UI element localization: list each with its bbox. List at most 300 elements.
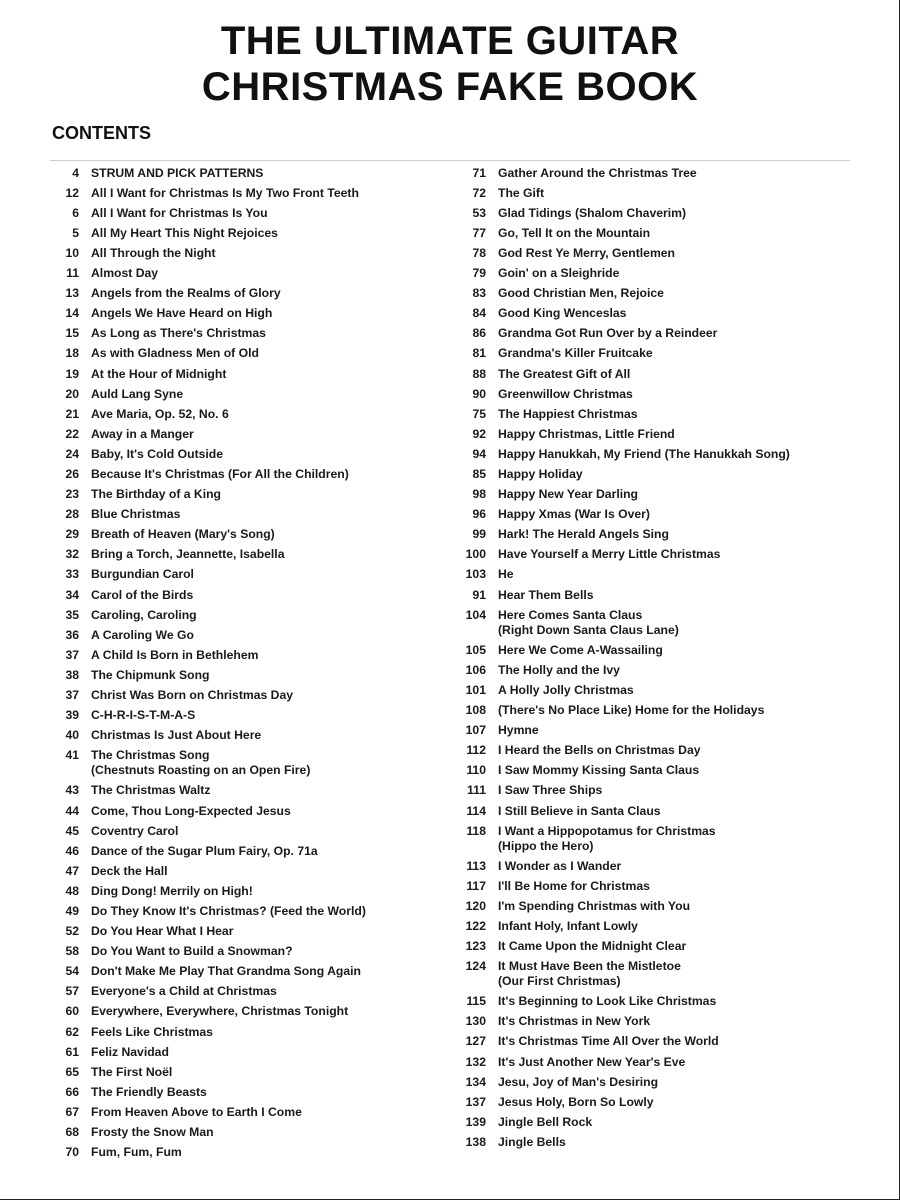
page-number: 57 — [65, 984, 79, 999]
song-title: Coventry Carol — [91, 823, 179, 838]
song-title: I Saw Three Ships — [498, 783, 603, 798]
contents-entry — [458, 992, 858, 1012]
song-title: I Saw Mommy Kissing Santa Claus — [498, 763, 700, 778]
page-number: 21 — [65, 406, 79, 421]
page-number: 114 — [466, 803, 486, 818]
song-title-block — [498, 467, 583, 482]
song-title: Grandma's Killer Fruitcake — [498, 346, 653, 361]
song-title: The Chipmunk Song — [91, 667, 210, 682]
page-number: 113 — [466, 858, 486, 873]
page-number: 60 — [65, 1004, 79, 1019]
song-title-block — [91, 864, 168, 879]
page-number: 118 — [466, 823, 486, 838]
song-title-block — [498, 723, 539, 738]
contents-entry — [458, 781, 858, 801]
song-title-block — [498, 663, 620, 678]
song-title-block — [498, 387, 633, 402]
contents-entry — [52, 223, 452, 243]
page-number: 94 — [472, 446, 486, 461]
song-title-block — [91, 924, 233, 939]
page-number: 84 — [472, 306, 486, 321]
song-title-block — [91, 166, 263, 181]
song-title: Hymne — [498, 723, 539, 738]
contents-entry — [458, 1112, 858, 1132]
page-number: 110 — [466, 763, 486, 778]
page-number: 66 — [65, 1084, 79, 1099]
song-title-block — [498, 246, 675, 261]
song-title: Goin' on a Sleighride — [498, 266, 620, 281]
contents-entry — [52, 781, 452, 801]
contents-entry — [52, 565, 452, 585]
song-title: Ave Maria, Op. 52, No. 6 — [91, 406, 229, 421]
song-title-block — [91, 387, 183, 402]
page-number: 83 — [472, 286, 486, 301]
contents-entry — [52, 284, 452, 304]
contents-entry — [458, 404, 858, 424]
song-title-block — [91, 507, 180, 522]
page-number: 98 — [472, 487, 486, 502]
song-title: Burgundian Carol — [91, 567, 194, 582]
song-title-block — [498, 1135, 566, 1150]
song-title: Frosty the Snow Man — [91, 1125, 214, 1139]
page-number: 120 — [465, 898, 486, 913]
contents-entry — [52, 962, 452, 982]
page-number: 123 — [465, 939, 486, 954]
song-title-block — [498, 427, 675, 442]
song-title: Here We Come A-Wassailing — [498, 642, 663, 657]
song-title-block — [498, 824, 716, 854]
song-title: I'm Spending Christmas with You — [498, 898, 691, 913]
page-number: 99 — [472, 527, 486, 542]
contents-column-right — [458, 163, 858, 1152]
song-title: Caroling, Caroling — [91, 607, 197, 622]
song-title-block — [498, 306, 626, 321]
song-title: It's Christmas in New York — [498, 1014, 651, 1029]
contents-entry — [52, 404, 452, 424]
contents-entry — [458, 243, 858, 263]
song-title-block — [498, 1115, 592, 1130]
page-number: 24 — [65, 446, 79, 461]
page-number: 134 — [465, 1074, 486, 1089]
contents-entry — [458, 700, 858, 720]
song-title: Carol of the Birds — [91, 587, 194, 602]
song-title: Bring a Torch, Jeannette, Isabella — [91, 547, 285, 562]
page-number: 53 — [472, 205, 486, 220]
contents-entry — [52, 525, 452, 545]
contents-entry — [52, 685, 452, 705]
song-title: Do You Hear What I Hear — [91, 924, 234, 939]
song-title: A Child Is Born in Bethlehem — [91, 647, 259, 662]
contents-entry — [458, 485, 858, 505]
contents-entry — [458, 1032, 858, 1052]
song-title-block — [498, 859, 621, 874]
contents-entry — [458, 680, 858, 700]
page-number: 86 — [472, 326, 486, 341]
contents-entry — [458, 384, 858, 404]
song-title-block — [498, 447, 790, 462]
song-title-block — [498, 1075, 658, 1090]
contents-entry — [458, 324, 858, 344]
song-title-block — [498, 588, 594, 603]
contents-entry — [458, 183, 858, 203]
page-number: 44 — [65, 803, 79, 818]
song-title: I Want a Hippopotamus for Christmas — [498, 823, 716, 838]
page-number: 18 — [65, 346, 79, 361]
song-title-block — [91, 708, 195, 723]
contents-entry — [458, 304, 858, 324]
song-title: The Birthday of a King — [91, 487, 222, 502]
page-number: 106 — [465, 662, 486, 677]
page-number: 65 — [65, 1064, 79, 1079]
contents-entry — [52, 364, 452, 384]
song-title: It Must Have Been the Mistletoe — [498, 959, 681, 974]
contents-entry — [52, 1042, 452, 1062]
song-title: Blue Christmas — [91, 507, 181, 522]
song-title: I Heard the Bells on Christmas Day — [498, 743, 701, 758]
song-title: I Still Believe in Santa Claus — [498, 803, 661, 818]
song-title: Because It's Christmas (For All the Children) — [91, 467, 349, 481]
song-title-block — [91, 1105, 302, 1120]
page-number: 61 — [65, 1044, 79, 1059]
song-title-block — [498, 683, 634, 698]
song-title-block — [91, 206, 268, 221]
song-title: A Holly Jolly Christmas — [498, 682, 634, 697]
contents-entry — [52, 1062, 452, 1082]
page-number: 85 — [472, 467, 486, 481]
page-number: 49 — [65, 903, 79, 918]
contents-entry — [458, 896, 858, 916]
page-number: 15 — [65, 326, 79, 341]
page-number: 32 — [65, 547, 79, 562]
contents-entry — [458, 801, 858, 821]
song-title: C-H-R-I-S-T-M-A-S — [91, 708, 196, 723]
song-title: As Long as There's Christmas — [91, 326, 266, 341]
song-title: Jesus Holy, Born So Lowly — [498, 1094, 654, 1109]
song-title-block — [91, 964, 361, 979]
song-title-block — [91, 407, 229, 422]
song-title-block — [91, 748, 310, 778]
page-number: 101 — [465, 682, 486, 697]
song-title-block — [91, 487, 221, 502]
contents-entry — [52, 263, 452, 283]
song-title: The Friendly Beasts — [91, 1084, 207, 1099]
page-number: 33 — [65, 567, 79, 582]
page-number: 37 — [65, 647, 79, 662]
song-title-block — [91, 804, 291, 819]
song-title-block — [91, 648, 258, 663]
contents-entry — [458, 263, 858, 283]
song-title: The Gift — [498, 185, 545, 200]
song-title: STRUM AND PICK PATTERNS — [91, 165, 264, 180]
contents-entry — [458, 444, 858, 464]
song-title-block — [498, 226, 650, 241]
song-title-block — [498, 939, 686, 954]
page-number: 92 — [472, 426, 486, 441]
page-number: 45 — [65, 823, 79, 838]
song-title-block — [498, 487, 638, 502]
song-subtitle: (Hippo the Hero) — [498, 838, 594, 853]
page-number: 117 — [466, 878, 486, 893]
song-title: All My Heart This Night Rejoices — [91, 225, 278, 240]
page-number: 90 — [472, 386, 486, 401]
page-number: 112 — [466, 743, 486, 758]
contents-entry — [458, 660, 858, 680]
song-title-block — [91, 427, 194, 442]
page-number: 96 — [472, 507, 486, 522]
contents-entry — [52, 424, 452, 444]
song-title: (There's No Place Like) Home for the Holidays — [498, 703, 765, 718]
song-title: Auld Lang Syne — [91, 386, 184, 401]
contents-entry — [458, 640, 858, 660]
song-title: Feliz Navidad — [91, 1044, 169, 1059]
song-title: The Holly and the Ivy — [498, 662, 620, 677]
song-title: Happy Christmas, Little Friend — [498, 426, 675, 441]
page-number: 115 — [466, 994, 486, 1009]
contents-entry — [458, 916, 858, 936]
book-title-line-1: THE ULTIMATE GUITAR — [220, 19, 680, 63]
song-title: Good King Wenceslas — [498, 306, 627, 321]
page-number: 72 — [472, 185, 486, 200]
page-number: 10 — [65, 245, 79, 260]
contents-entry — [52, 901, 452, 921]
contents-entry — [52, 982, 452, 1002]
contents-entry — [458, 1072, 858, 1092]
contents-entry — [52, 645, 452, 665]
page-number: 91 — [472, 587, 486, 602]
song-subtitle: (Right Down Santa Claus Lane) — [498, 622, 679, 637]
contents-entry — [458, 821, 858, 856]
song-title-block — [498, 166, 697, 181]
page-number: 54 — [65, 964, 79, 979]
song-title: All I Want for Christmas Is You — [91, 205, 268, 220]
contents-entry — [52, 801, 452, 821]
page-number: 100 — [465, 547, 486, 562]
page-number: 6 — [72, 205, 79, 220]
song-title-block — [498, 1095, 654, 1110]
song-title-block — [91, 668, 209, 683]
page-number: 79 — [472, 266, 486, 281]
page-number: 23 — [65, 487, 79, 502]
song-title: Gather Around the Christmas Tree — [498, 165, 697, 180]
page-number: 29 — [65, 527, 79, 542]
song-title: Come, Thou Long-Expected Jesus — [91, 803, 291, 818]
contents-entry — [458, 223, 858, 243]
page-number: 88 — [472, 366, 486, 381]
song-title-block — [91, 608, 197, 623]
page-number: 77 — [472, 225, 486, 240]
contents-entry — [52, 344, 452, 364]
song-subtitle: (Chestnuts Roasting on an Open Fire) — [91, 763, 311, 778]
contents-entry — [52, 163, 452, 183]
page-number: 36 — [65, 627, 79, 642]
song-title-block — [91, 326, 266, 341]
song-title-block — [498, 608, 679, 638]
contents-entry — [458, 585, 858, 605]
song-title: Go, Tell It on the Mountain — [498, 225, 651, 240]
page-number: 127 — [465, 1034, 486, 1049]
contents-entry — [52, 1102, 452, 1122]
song-title-block — [91, 1004, 348, 1019]
song-title: Have Yourself a Merry Little Christmas — [498, 547, 721, 562]
song-title-block — [498, 959, 681, 989]
page-number: 47 — [65, 863, 79, 878]
contents-entry — [52, 1122, 452, 1142]
page-number: 26 — [65, 467, 79, 481]
page-number: 13 — [65, 286, 79, 301]
page-number: 103 — [465, 567, 486, 582]
song-title-block — [91, 884, 253, 899]
song-title: Christmas Is Just About Here — [91, 728, 262, 743]
song-title: Don't Make Me Play That Grandma Song Again — [91, 964, 361, 979]
contents-entry — [52, 625, 452, 645]
song-subtitle: (Our First Christmas) — [498, 974, 621, 989]
song-title: At the Hour of Midnight — [91, 366, 227, 381]
song-title: God Rest Ye Merry, Gentlemen — [498, 245, 676, 260]
contents-entry — [52, 821, 452, 841]
contents-entry — [52, 665, 452, 685]
song-title: Grandma Got Run Over by a Reindeer — [498, 326, 718, 341]
contents-entry — [52, 881, 452, 901]
song-title: Hear Them Bells — [498, 587, 594, 602]
song-title: As with Gladness Men of Old — [91, 346, 259, 361]
page-number: 78 — [472, 245, 486, 260]
song-title-block — [91, 728, 261, 743]
contents-entry — [458, 424, 858, 444]
song-title-block — [91, 226, 278, 241]
song-title: Do You Want to Build a Snowman? — [91, 944, 293, 959]
song-title-block — [91, 824, 178, 839]
page-number: 37 — [65, 688, 79, 703]
contents-entry — [458, 284, 858, 304]
contents-entry — [52, 505, 452, 525]
song-title-block — [498, 206, 686, 221]
song-title: Happy Holiday — [498, 467, 583, 481]
song-title: Dance of the Sugar Plum Fairy, Op. 71a — [91, 843, 318, 858]
song-title-block — [498, 1055, 685, 1070]
song-title-block — [498, 783, 602, 798]
page-number: 35 — [65, 607, 79, 622]
song-title-block — [498, 703, 764, 718]
song-title: Fum, Fum, Fum — [91, 1145, 182, 1160]
page-number: 38 — [65, 667, 79, 682]
song-title-block — [91, 844, 318, 859]
page-number: 48 — [65, 883, 79, 898]
song-title: It's Beginning to Look Like Christmas — [498, 994, 717, 1009]
song-title: All Through the Night — [91, 245, 216, 260]
page-number: 52 — [65, 924, 79, 939]
song-title-block — [498, 186, 544, 201]
song-title-block — [91, 186, 359, 201]
song-title: The Christmas Waltz — [91, 783, 211, 798]
song-title: The Greatest Gift of All — [498, 366, 631, 381]
page-number: 111 — [467, 783, 486, 798]
song-title-block — [91, 246, 216, 261]
song-title: A Caroling We Go — [91, 627, 194, 642]
song-title-block — [498, 527, 669, 542]
song-title: It Came Upon the Midnight Clear — [498, 939, 687, 954]
page-number: 132 — [465, 1054, 486, 1069]
contents-entry — [52, 1082, 452, 1102]
page-number: 75 — [472, 406, 486, 421]
page-number: 4 — [72, 165, 79, 180]
contents-entry — [52, 324, 452, 344]
song-title-block — [498, 1014, 650, 1029]
page-number: 12 — [65, 185, 79, 200]
contents-entry — [458, 876, 858, 896]
song-title-block — [91, 628, 194, 643]
song-title: Greenwillow Christmas — [498, 386, 633, 401]
page-number: 46 — [65, 843, 79, 858]
page-number: 70 — [65, 1145, 79, 1160]
page-number: 130 — [465, 1014, 486, 1029]
song-title-block — [91, 1125, 214, 1140]
contents-entry — [52, 605, 452, 625]
contents-entry — [458, 856, 858, 876]
page-number: 19 — [65, 366, 79, 381]
contents-entry — [52, 726, 452, 746]
page-number: 40 — [65, 728, 79, 743]
page-number: 14 — [65, 306, 79, 321]
contents-entry — [52, 183, 452, 203]
song-title-block — [91, 1045, 169, 1060]
song-title-block — [91, 688, 293, 703]
song-title: Infant Holy, Infant Lowly — [498, 918, 638, 933]
song-title: Ding Dong! Merrily on High! — [91, 883, 253, 898]
song-title-block — [91, 467, 349, 482]
heading-divider — [50, 160, 850, 161]
song-title-block — [498, 1034, 719, 1049]
song-title: Glad Tidings (Shalom Chaverim) — [498, 205, 687, 220]
contents-entry — [52, 921, 452, 941]
page-number: 124 — [465, 959, 486, 974]
contents-entry — [52, 942, 452, 962]
song-title-block — [498, 879, 650, 894]
page-number: 34 — [65, 587, 79, 602]
contents-entry — [458, 525, 858, 545]
song-title: Christ Was Born on Christmas Day — [91, 688, 294, 703]
contents-entry — [52, 304, 452, 324]
contents-entry — [52, 1022, 452, 1042]
song-title: From Heaven Above to Earth I Come — [91, 1104, 302, 1119]
song-title-block — [498, 643, 663, 658]
contents-entry — [458, 1012, 858, 1032]
song-title-block — [91, 1085, 207, 1100]
song-title: Baby, It's Cold Outside — [91, 446, 224, 461]
contents-entry — [52, 384, 452, 404]
page-number: 5 — [72, 225, 79, 240]
page-number: 137 — [465, 1094, 486, 1109]
contents-entry — [458, 761, 858, 781]
contents-entry — [458, 605, 858, 640]
song-title-block — [498, 743, 701, 758]
contents-entry — [458, 741, 858, 761]
contents-entry — [458, 1092, 858, 1112]
song-title-block — [91, 286, 281, 301]
song-title: Hark! The Herald Angels Sing — [498, 527, 669, 542]
contents-entry — [52, 746, 452, 781]
contents-entry — [52, 243, 452, 263]
song-title: The First Noël — [91, 1064, 173, 1079]
song-title: It's Christmas Time All Over the World — [498, 1034, 719, 1049]
song-title: Happy Xmas (War Is Over) — [498, 507, 650, 522]
song-title-block — [91, 527, 275, 542]
song-title-block — [498, 547, 720, 562]
song-title-block — [498, 407, 638, 422]
song-title-block — [498, 567, 514, 582]
song-title: I Wonder as I Wander — [498, 858, 622, 873]
contents-entry — [52, 861, 452, 881]
contents-entry — [458, 505, 858, 525]
